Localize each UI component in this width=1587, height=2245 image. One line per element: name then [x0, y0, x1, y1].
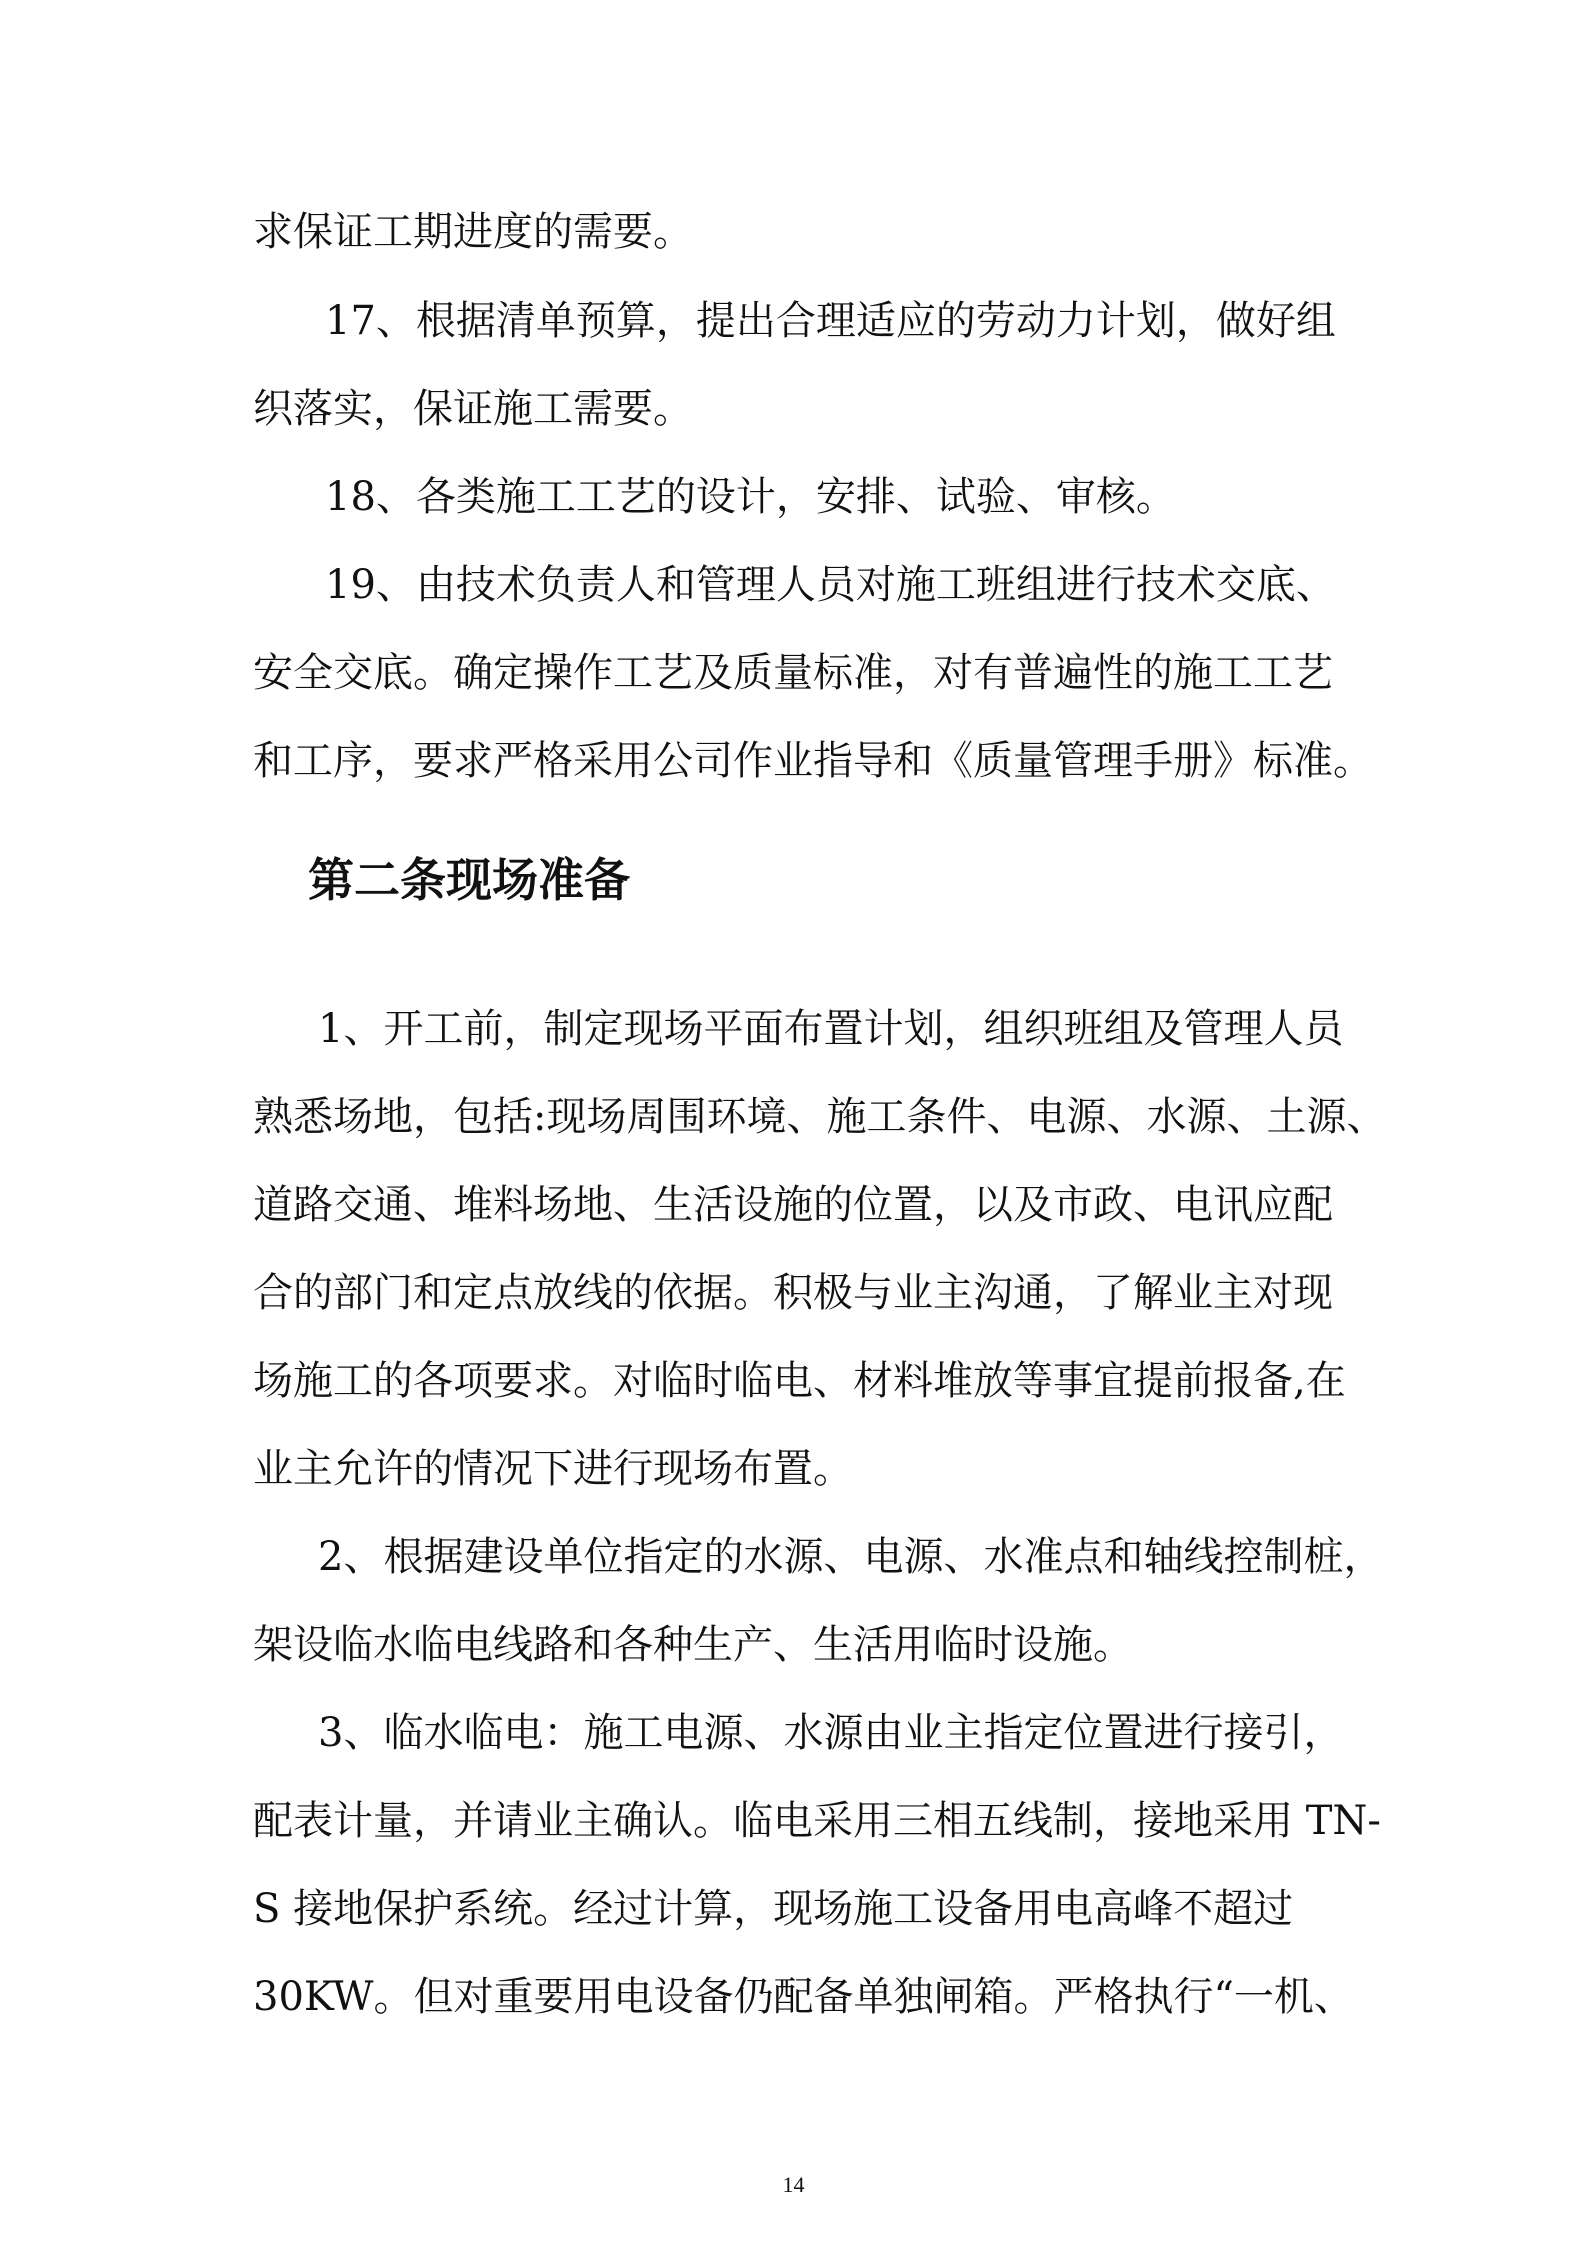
paragraph-line: 配表计量，并请业主确认。临电采用三相五线制，接地采用 TN-: [253, 1798, 1381, 1844]
paragraph-line: 3、临水临电：施工电源、水源由业主指定位置进行接引，: [318, 1710, 1344, 1756]
paragraph-line: 30KW。但对重要用电设备仍配备单独闸箱。严格执行“一机、: [253, 1974, 1354, 2020]
paragraph-line: 2、根据建设单位指定的水源、电源、水准点和轴线控制桩，: [318, 1534, 1384, 1580]
paragraph-line: 求保证工期进度的需要。: [253, 209, 693, 255]
paragraph-line: 架设临水临电线路和各种生产、生活用临时设施。: [253, 1622, 1133, 1668]
paragraph-line: 19、由技术负责人和管理人员对施工班组进行技术交底、: [325, 562, 1336, 608]
paragraph-line: 场施工的各项要求。对临时临电、材料堆放等事宜提前报备,在: [253, 1358, 1346, 1404]
paragraph-line: 1、开工前，制定现场平面布置计划，组织班组及管理人员: [318, 1006, 1344, 1052]
paragraph-line: 织落实，保证施工需要。: [253, 386, 693, 432]
paragraph-line: 安全交底。确定操作工艺及质量标准，对有普遍性的施工工艺: [253, 650, 1333, 696]
section-heading: 第二条现场准备: [308, 853, 630, 907]
paragraph-line: 18、各类施工工艺的设计，安排、试验、审核。: [325, 474, 1176, 520]
page-number: 14: [782, 2172, 805, 2197]
paragraph-line: 和工序，要求严格采用公司作业指导和《质量管理手册》标准。: [253, 738, 1373, 784]
paragraph-line: 熟悉场地，包括:现场周围环境、施工条件、电源、水源、土源、: [253, 1094, 1387, 1140]
paragraph-line: 17、根据清单预算，提出合理适应的劳动力计划，做好组: [325, 298, 1336, 344]
paragraph-line: S 接地保护系统。经过计算，现场施工设备用电高峰不超过: [253, 1886, 1294, 1932]
paragraph-line: 道路交通、堆料场地、生活设施的位置，以及市政、电讯应配: [253, 1182, 1333, 1228]
paragraph-line: 合的部门和定点放线的依据。积极与业主沟通，了解业主对现: [253, 1270, 1333, 1316]
paragraph-line: 业主允许的情况下进行现场布置。: [253, 1446, 853, 1492]
